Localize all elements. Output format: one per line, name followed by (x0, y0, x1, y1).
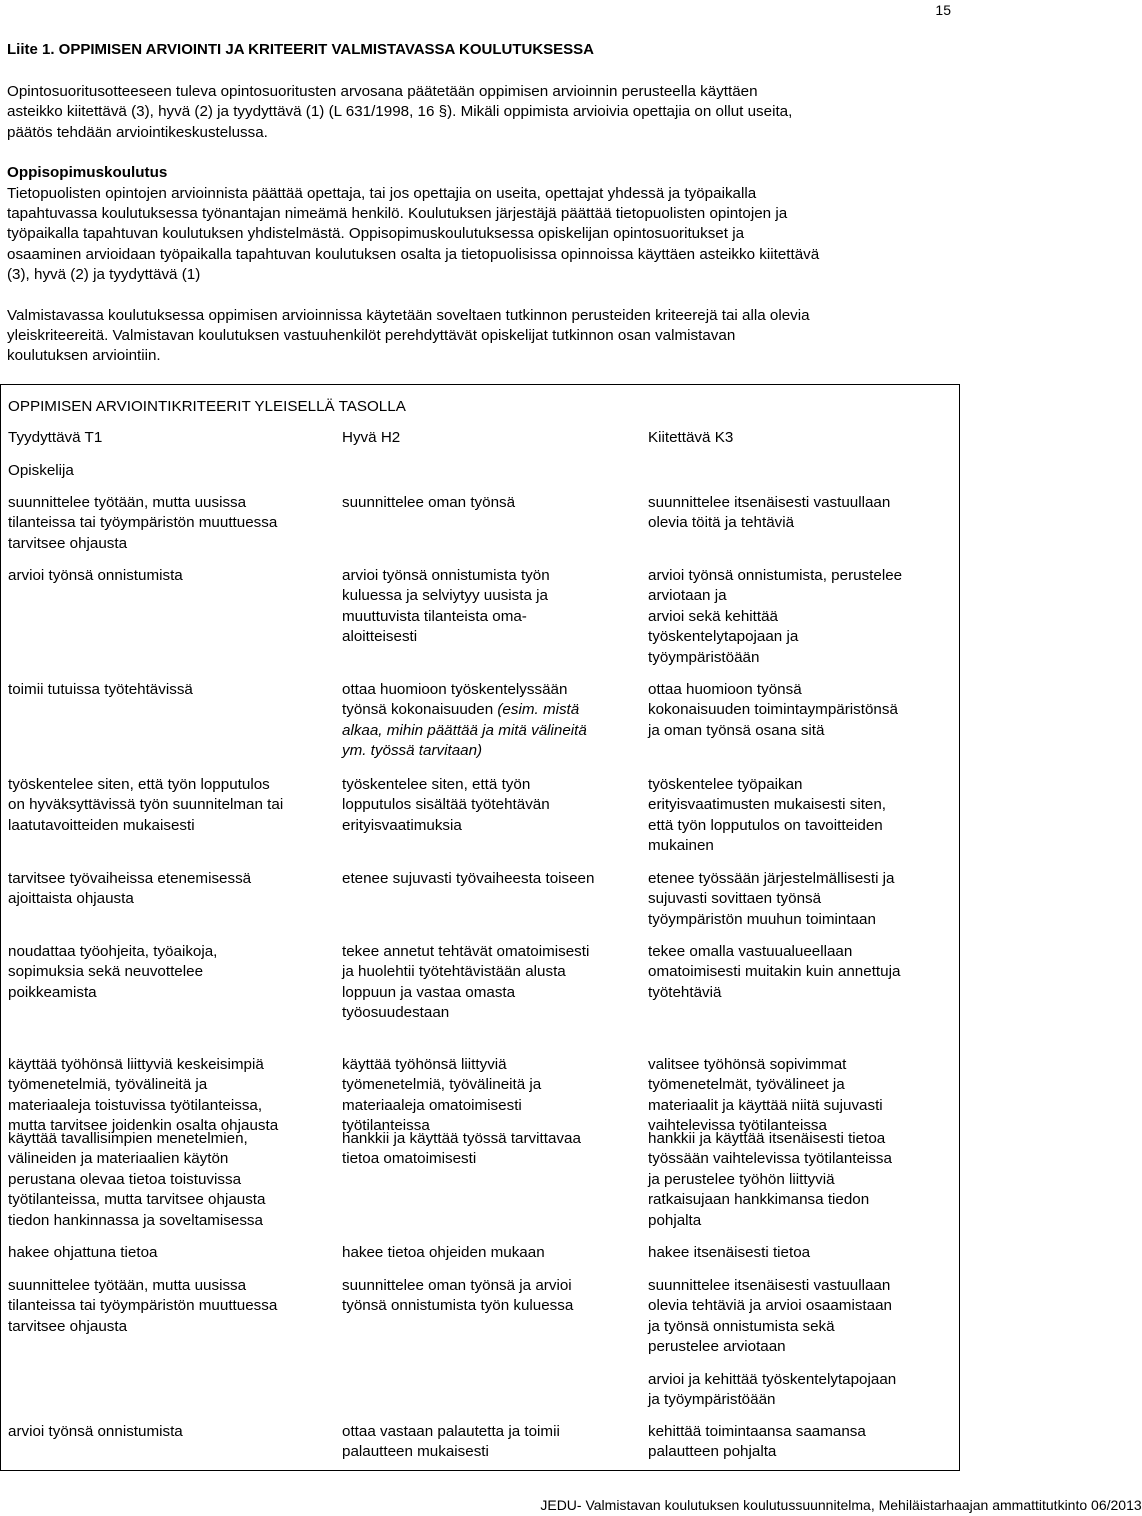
criteria-line: palautteen mukaisesti (342, 1443, 489, 1461)
criteria-line: tarvitsee työvaiheissa etenemisessä (8, 870, 252, 887)
criteria-line: olevia töitä ja tehtäviä (648, 514, 795, 532)
criteria-line: työosuudestaan (342, 1004, 450, 1022)
criteria-line: ja oman työnsä osana sitä (648, 721, 825, 739)
criteria-cell-tyydyttava (8, 942, 217, 1003)
appendix-title: Liite 1. OPPIMISEN ARVIOINTI JA KRITEERIT VALMISTAVASSA KOULUTUKSESSA (7, 41, 594, 58)
page-number: 15 (935, 2, 951, 18)
criteria-line: ottaa vastaan palautetta ja toimii (342, 1423, 560, 1440)
criteria-line: työmenetelmiä, työvälineitä ja (342, 1076, 542, 1094)
criteria-line: erityisvaatimusten mukaisesti siten, (648, 796, 887, 814)
criteria-cell-tyydyttava (8, 566, 183, 586)
criteria-line: tiedon hankinnassa ja soveltamisessa (8, 1211, 263, 1229)
criteria-line: kehittää toimintaansa saamansa (648, 1423, 866, 1440)
criteria-line: muuttuvista tilanteista oma- (342, 607, 527, 625)
criteria-line: arvioi työnsä onnistumista (8, 567, 183, 584)
criteria-line: tietoa omatoimisesti (342, 1150, 477, 1168)
criteria-line: suunnittelee oman työnsä ja arvioi (342, 1277, 572, 1294)
criteria-line: poikkeamista (8, 983, 97, 1001)
criteria-cell-hyva (342, 1129, 581, 1170)
criteria-line: arvioi työnsä onnistumista työn (342, 567, 550, 584)
criteria-line: aloitteisesti (342, 628, 418, 646)
criteria-line: suunnittelee työtään, mutta uusissa (8, 494, 247, 511)
criteria-cell-tyydyttava (8, 1243, 157, 1263)
criteria-cell-tyydyttava (8, 1422, 183, 1442)
criteria-line: tilanteissa tai työympäristön muuttuessa (8, 1297, 278, 1315)
criteria-line: pohjalta (648, 1211, 702, 1229)
criteria-line: tekee annetut tehtävät omatoimisesti (342, 943, 590, 960)
footer: JEDU- Valmistavan koulutuksen koulutussuunnitelma, Mehiläistarhaajan ammattitutkinto 06/2013 (540, 1497, 1142, 1513)
criteria-cell-kiitettava (648, 1129, 892, 1231)
criteria-line: kuluessa ja selviytyy uusista ja (342, 587, 548, 605)
criteria-line: sopimuksia sekä neuvottelee (8, 963, 204, 981)
criteria-line: ottaa huomioon työskentelyssään (342, 681, 568, 698)
criteria-cell-hyva (342, 1422, 560, 1463)
criteria-cell-kiitettava (648, 775, 886, 857)
criteria-line: käyttää tavallisimpien menetelmien, (8, 1130, 248, 1147)
criteria-title: OPPIMISEN ARVIOINTIKRITEERIT YLEISELLÄ TASOLLA (8, 398, 406, 415)
apprenticeship-heading: Oppisopimuskoulutus (7, 164, 168, 182)
criteria-line: tekee omalla vastuualueellaan (648, 943, 853, 960)
criteria-cell-tyydyttava (8, 775, 283, 836)
criteria-line: hakee ohjattuna tietoa (8, 1244, 158, 1261)
criteria-cell-hyva (342, 942, 589, 1024)
criteria-line: etenee sujuvasti työvaiheesta toiseen (342, 870, 595, 887)
criteria-line: valitsee työhönsä sopivimmat (648, 1056, 847, 1073)
criteria-line: työympäristöään (648, 648, 760, 666)
criteria-line: välineiden ja materiaalien käytön (8, 1150, 229, 1168)
criteria-line: työskentelee siten, että työn (342, 776, 531, 793)
criteria-line: lopputulos sisältää työtehtävän (342, 796, 550, 814)
criteria-line: noudattaa työohjeita, työaikoja, (8, 943, 218, 960)
criteria-cell-kiitettava (648, 869, 895, 930)
criteria-line: laatutavoitteiden mukaisesti (8, 816, 195, 834)
intro-section (7, 82, 952, 367)
criteria-cell-kiitettava (648, 1422, 866, 1463)
criteria-line: että työn lopputulos on tavoitteiden (648, 816, 883, 834)
criteria-cell-hyva (342, 1055, 541, 1137)
criteria-line: arvioi työnsä onnistumista, perustelee (648, 567, 903, 584)
criteria-line: ja työnsä onnistumista sekä (648, 1317, 835, 1335)
criteria-line: hankkii ja käyttää itsenäisesti tietoa (648, 1130, 886, 1147)
apprenticeship-line: työpaikalla tapahtuvan koulutuksen yhdistelmästä. Oppisopimuskoulutuksessa opiskelijan opintosuoritukset ja (7, 225, 745, 243)
criteria-line: materiaaleja omatoimisesti (342, 1096, 522, 1114)
criteria-line: suunnittelee itsenäisesti vastuullaan (648, 494, 891, 511)
criteria-line: omatoimisesti muitakin kuin annettuja (648, 963, 901, 981)
preparatory-line: koulutuksen arviointiin. (7, 347, 161, 365)
criteria-line: työtehtäviä (648, 983, 722, 1001)
criteria-line: suunnittelee itsenäisesti vastuullaan (648, 1277, 891, 1294)
criteria-line: hakee itsenäisesti tietoa (648, 1244, 811, 1261)
criteria-line: toimii tutuissa työtehtävissä (8, 681, 193, 698)
criteria-line: työympäristön muuhun toimintaan (648, 910, 876, 928)
criteria-cell-tyydyttava (8, 1276, 277, 1337)
criteria-line: perustana olevaa tietoa toistuvissa (8, 1170, 242, 1188)
criteria-line: perustelee arviotaan (648, 1338, 786, 1356)
criteria-line: työmenetelmiä, työvälineitä ja (8, 1076, 208, 1094)
criteria-line: materiaalit ja käyttää niitä sujuvasti (648, 1096, 883, 1114)
criteria-line: olevia tehtäviä ja arvioi osaamistaan (648, 1297, 892, 1315)
criteria-line: arvioi työnsä onnistumista (8, 1423, 183, 1440)
criteria-line: tilanteissa tai työympäristön muuttuessa (8, 514, 278, 532)
criteria-line: suunnittelee työtään, mutta uusissa (8, 1277, 247, 1294)
criteria-line: työnsä onnistumista työn kuluessa (342, 1297, 574, 1315)
criteria-line: vaihtelevissa työtilanteissa (648, 1117, 827, 1135)
criteria-line: työskentelee työpaikan (648, 776, 803, 793)
criteria-table (0, 384, 960, 1471)
criteria-cell-tyydyttava (8, 493, 277, 554)
criteria-line: työskentelee siten, että työn lopputulos (8, 776, 270, 793)
criteria-cell-kiitettava (648, 1276, 892, 1358)
criteria-line: ja perustelee työhön liittyviä (648, 1170, 835, 1188)
criteria-line: työmenetelmät, työvälineet ja (648, 1076, 845, 1094)
criteria-line: erityisvaatimuksia (342, 816, 462, 834)
criteria-cell-hyva (342, 869, 594, 889)
criteria-line: ja työympäristöään (648, 1391, 776, 1409)
header-tyydyttava: Tyydyttävä T1 (8, 429, 103, 446)
apprenticeship-line: (3), hyvä (2) ja tyydyttävä (1) (7, 266, 201, 284)
criteria-cell-hyva (342, 775, 550, 836)
apprenticeship-line: tapahtuvassa koulutuksessa työnantajan nimeämä henkilö. Koulutuksen järjestäjä päättää tietopuolisten opintojen ja (7, 205, 788, 223)
subject-label: Opiskelija (8, 462, 74, 479)
criteria-line: työnsä kokonaisuuden (esim. mistä (342, 701, 580, 719)
criteria-line: suunnittelee oman työnsä (342, 494, 516, 511)
criteria-line: työtilanteissa, mutta tarvitsee ohjausta (8, 1191, 266, 1209)
preparatory-line: yleiskriteereitä. Valmistavan koulutuksen vastuuhenkilöt perehdyttävät opiskelijat tutkinnon osan valmistavan (7, 327, 736, 345)
criteria-line: alkaa, mihin päättää ja mitä välineitä (342, 721, 587, 739)
apprenticeship-line: osaaminen arvioidaan työpaikalla tapahtuvan koulutuksen osalta ja tietopuolisissa opinnoissa käyttäen asteikko kiitettävä (7, 245, 820, 263)
criteria-cell-tyydyttava (8, 1055, 278, 1137)
criteria-line: arviotaan ja (648, 587, 727, 605)
criteria-cell-tyydyttava (8, 869, 251, 910)
criteria-cell-tyydyttava (8, 680, 193, 700)
criteria-line: hankkii ja käyttää työssä tarvittavaa (342, 1130, 581, 1147)
header-hyva: Hyvä H2 (342, 429, 401, 446)
criteria-line: materiaaleja toistuvissa työtilanteissa, (8, 1096, 263, 1114)
criteria-cell-tyydyttava (8, 1129, 265, 1231)
header-kiitettava: Kiitettävä K3 (648, 429, 734, 446)
criteria-line: työskentelytapojaan ja (648, 628, 799, 646)
criteria-line: ym. työssä tarvitaan) (342, 742, 483, 760)
criteria-cell-hyva (342, 680, 587, 762)
criteria-cell-kiitettava (648, 493, 890, 534)
criteria-cell-kiitettava (648, 1243, 810, 1263)
criteria-cell-kiitettava (648, 1055, 883, 1137)
criteria-line: käyttää työhönsä liittyviä (342, 1056, 507, 1073)
criteria-cell-kiitettava (648, 1370, 896, 1411)
criteria-line: etenee työssään järjestelmällisesti ja (648, 870, 895, 887)
criteria-cell-hyva (342, 493, 515, 513)
intro-line: asteikko kiitettävä (3), hyvä (2) ja tyydyttävä (1) (L 631/1998, 16 §). Mikäli oppimista arvioivia opettajia on ollut useita, (7, 103, 793, 121)
intro-line: Opintosuoritusotteeseen tuleva opintosuoritusten arvosana päätetään oppimisen arvioinnin perusteella käyttäen (7, 83, 758, 100)
criteria-line: tarvitsee ohjausta (8, 1317, 128, 1335)
criteria-line: mutta tarvitsee joidenkin osalta ohjausta (8, 1117, 279, 1135)
criteria-line: mukainen (648, 837, 714, 855)
criteria-cell-hyva (342, 1243, 545, 1263)
criteria-cell-hyva (342, 1276, 573, 1317)
criteria-cell-hyva (342, 566, 550, 648)
criteria-line: käyttää työhönsä liittyviä keskeisimpiä (8, 1056, 264, 1073)
intro-line: päätös tehdään arviointikeskustelussa. (7, 123, 268, 141)
apprenticeship-line: Tietopuolisten opintojen arvioinnista päättää opettaja, tai jos opettajia on useita, opettajat yhdessä ja työpaikalla (7, 184, 757, 202)
criteria-cell-kiitettava (648, 566, 902, 668)
criteria-line: sujuvasti sovittaen työnsä (648, 890, 822, 908)
criteria-line: hakee tietoa ohjeiden mukaan (342, 1244, 545, 1261)
preparatory-line: Valmistavassa koulutuksessa oppimisen arvioinnissa käytetään soveltaen tutkinnon perusteiden kriteerejä tai alla olevia (7, 306, 810, 324)
criteria-line: loppuun ja vastaa omasta (342, 983, 516, 1001)
criteria-line: palautteen pohjalta (648, 1443, 777, 1461)
criteria-cell-kiitettava (648, 942, 900, 1003)
criteria-line: työtilanteissa (342, 1117, 430, 1135)
criteria-line: arvioi sekä kehittää (648, 607, 779, 625)
criteria-cell-kiitettava (648, 680, 898, 741)
criteria-line: ottaa huomioon työnsä (648, 681, 802, 698)
criteria-line: on hyväksyttävissä työn suunnitelman tai (8, 796, 284, 814)
criteria-line: arvioi ja kehittää työskentelytapojaan (648, 1371, 897, 1388)
criteria-line: tarvitsee ohjausta (8, 534, 128, 552)
criteria-line: ja huolehtii työtehtävistään alusta (342, 963, 566, 981)
criteria-line: kokonaisuuden toimintaympäristönsä (648, 701, 898, 719)
criteria-line: työssään vaihtelevissa työtilanteissa (648, 1150, 892, 1168)
criteria-line: ajoittaista ohjausta (8, 890, 134, 908)
criteria-line: ratkaisujaan hankkimansa tiedon (648, 1191, 870, 1209)
